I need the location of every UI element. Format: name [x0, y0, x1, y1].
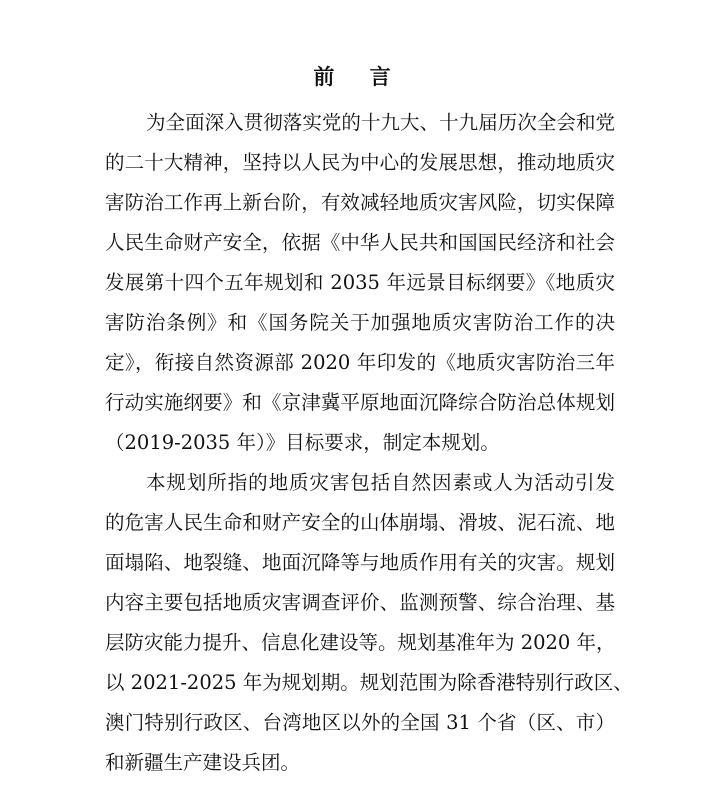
paragraph-line: 面塌陷、地裂缝、地面沉降等与地质作用有关的灾害。规划	[105, 551, 615, 574]
paragraph-line: 的二十大精神，坚持以人民为中心的发展思想，推动地质灾	[105, 151, 615, 174]
paragraph-line: 本规划所指的地质灾害包括自然因素或人为活动引发	[146, 471, 615, 494]
paragraph-line: 层防灾能力提升、信息化建设等。规划基准年为 2020 年，	[105, 631, 616, 654]
paragraph-line: 害防治条例》和《国务院关于加强地质灾害防治工作的决	[105, 311, 615, 334]
paragraph-line: 为全面深入贯彻落实党的十九大、十九届历次全会和党	[146, 111, 615, 134]
paragraph-line: 定》，衔接自然资源部 2020 年印发的《地质灾害防治三年	[105, 351, 615, 374]
paragraph-line: 澳门特别行政区、台湾地区以外的全国 31 个省（区、市）	[105, 711, 615, 734]
paragraph-line: 以 2021-2025 年为规划期。规划范围为除香港特别行政区、	[105, 671, 633, 694]
paragraph-line: 发展第十四个五年规划和 2035 年远景目标纲要》《地质灾	[105, 271, 615, 294]
paragraph-line: 人民生命财产安全，依据《中华人民共和国国民经济和社会	[105, 231, 615, 254]
paragraph-line: 行动实施纲要》和《京津冀平原地面沉降综合防治总体规划	[105, 391, 615, 414]
paragraph-line: 和新疆生产建设兵团。	[105, 751, 301, 774]
paragraph-line: 的危害人民生命和财产安全的山体崩塌、滑坡、泥石流、地	[105, 511, 615, 534]
paragraph-line: （2019-2035 年）》目标要求，制定本规划。	[105, 431, 500, 454]
paragraph-line: 内容主要包括地质灾害调查评价、监测预警、综合治理、基	[105, 591, 615, 614]
paragraph-line: 害防治工作再上新台阶，有效减轻地质灾害风险，切实保障	[105, 191, 615, 214]
page-title: 前 言	[313, 64, 405, 89]
